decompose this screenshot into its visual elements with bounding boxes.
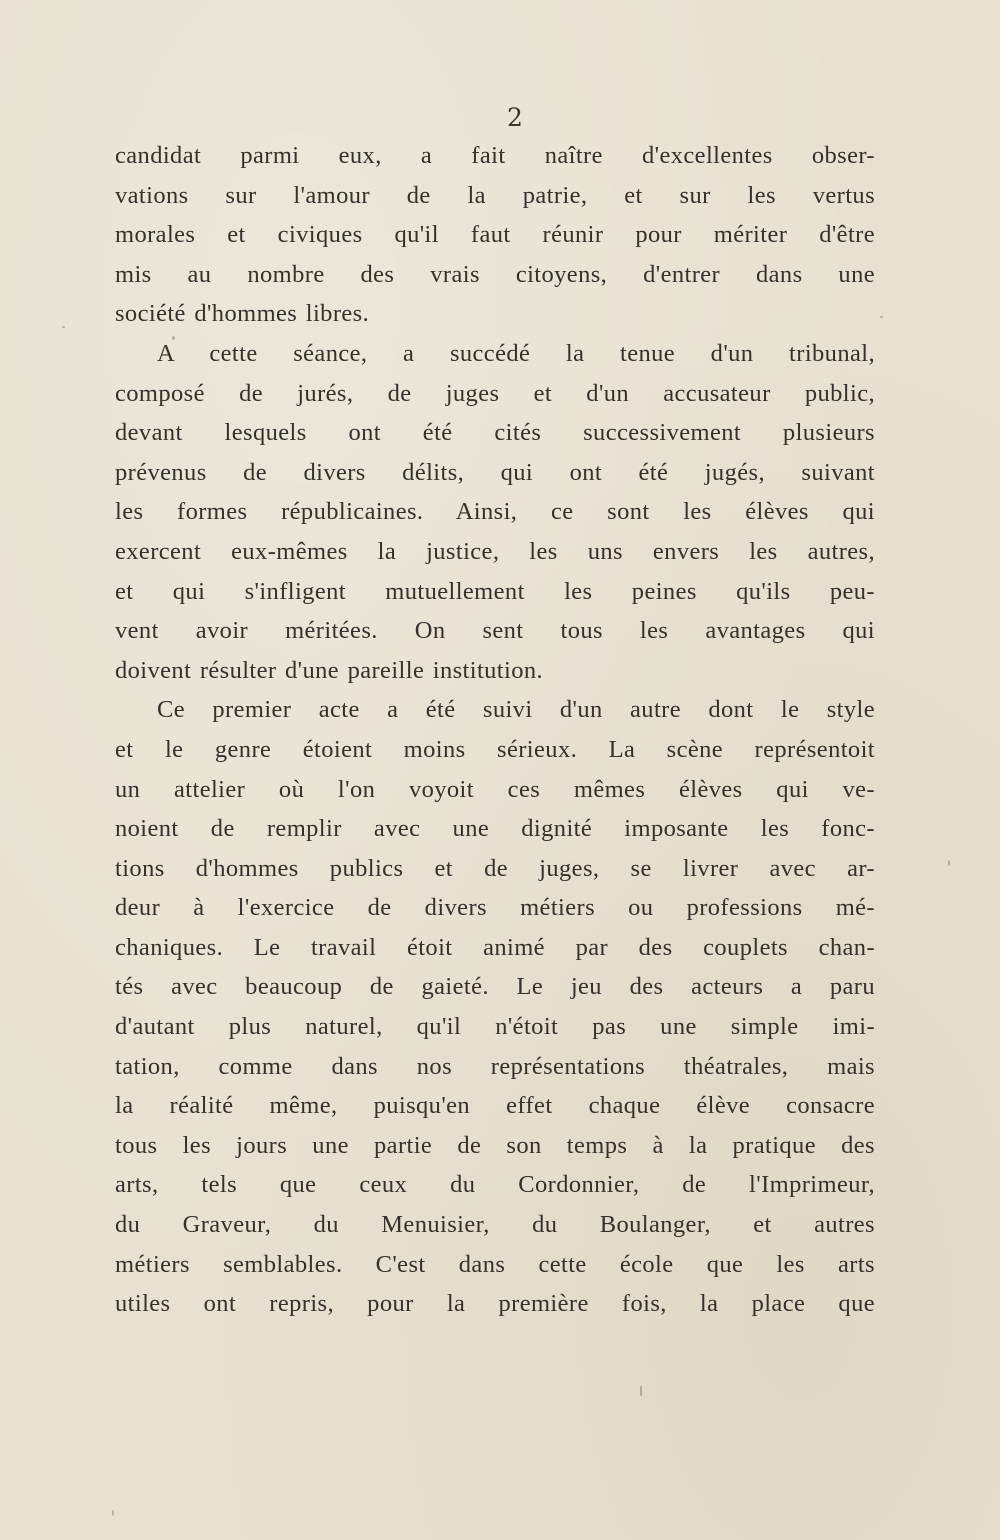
text-line: composé de jurés, de juges et d'un accusateur public, [115, 379, 875, 407]
text-line: Ce premier acte a été suivi d'un autre dont le style [157, 696, 875, 724]
page-number: 2 [507, 103, 523, 132]
text-line: exercent eux-mêmes la justice, les uns envers les autres, [115, 537, 875, 565]
text-line: et le genre étoient moins sérieux. La scène représentoit [115, 735, 875, 763]
text-line: noient de remplir avec une dignité imposante les fonc- [115, 815, 875, 843]
text-line: morales et civiques qu'il faut réunir pour mériter d'être [115, 221, 875, 249]
text-line: vent avoir méritées. On sent tous les avantages qui [115, 617, 875, 645]
text-line: chaniques. Le travail étoit animé par des couplets chan- [115, 933, 875, 961]
text-line: la réalité même, puisqu'en effet chaque élève consacre [115, 1092, 875, 1120]
text-line: prévenus de divers délits, qui ont été jugés, suivant [115, 458, 875, 486]
text-line: vations sur l'amour de la patrie, et sur les vertus [115, 181, 875, 209]
text-line: société d'hommes libres. [115, 300, 370, 328]
text-line: tous les jours une partie de son temps à la pratique des [115, 1131, 875, 1159]
text-line: candidat parmi eux, a fait naître d'excellentes obser- [115, 142, 875, 169]
text-line: tés avec beaucoup de gaieté. Le jeu des acteurs a paru [115, 973, 875, 1001]
text-line: devant lesquels ont été cités successivement plusieurs [115, 419, 875, 447]
text-line: deur à l'exercice de divers métiers ou professions mé- [115, 894, 875, 922]
text-line: d'autant plus naturel, qu'il n'étoit pas une simple imi- [115, 1013, 875, 1041]
text-line: utiles ont repris, pour la première fois, la place que [115, 1290, 875, 1318]
text-line: A cette séance, a succédé la tenue d'un tribunal, [157, 339, 875, 367]
text-line: un attelier où l'on voyoit ces mêmes élèves qui ve- [115, 775, 875, 803]
text-line: et qui s'infligent mutuellement les peines qu'ils peu- [115, 577, 875, 605]
text-line: tions d'hommes publics et de juges, se livrer avec ar- [115, 854, 875, 882]
text-line: arts, tels que ceux du Cordonnier, de l'Imprimeur, [115, 1171, 875, 1199]
text-line: mis au nombre des vrais citoyens, d'entrer dans une [115, 260, 875, 288]
text-line: tation, comme dans nos représentations théatrales, mais [115, 1052, 875, 1080]
body-text [115, 136, 875, 1324]
text-line: du Graveur, du Menuisier, du Boulanger, et autres [115, 1211, 875, 1239]
text-line: métiers semblables. C'est dans cette école que les arts [115, 1250, 875, 1278]
text-line: doivent résulter d'une pareille institution. [115, 656, 544, 684]
text-line: les formes républicaines. Ainsi, ce sont les élèves qui [115, 498, 875, 526]
